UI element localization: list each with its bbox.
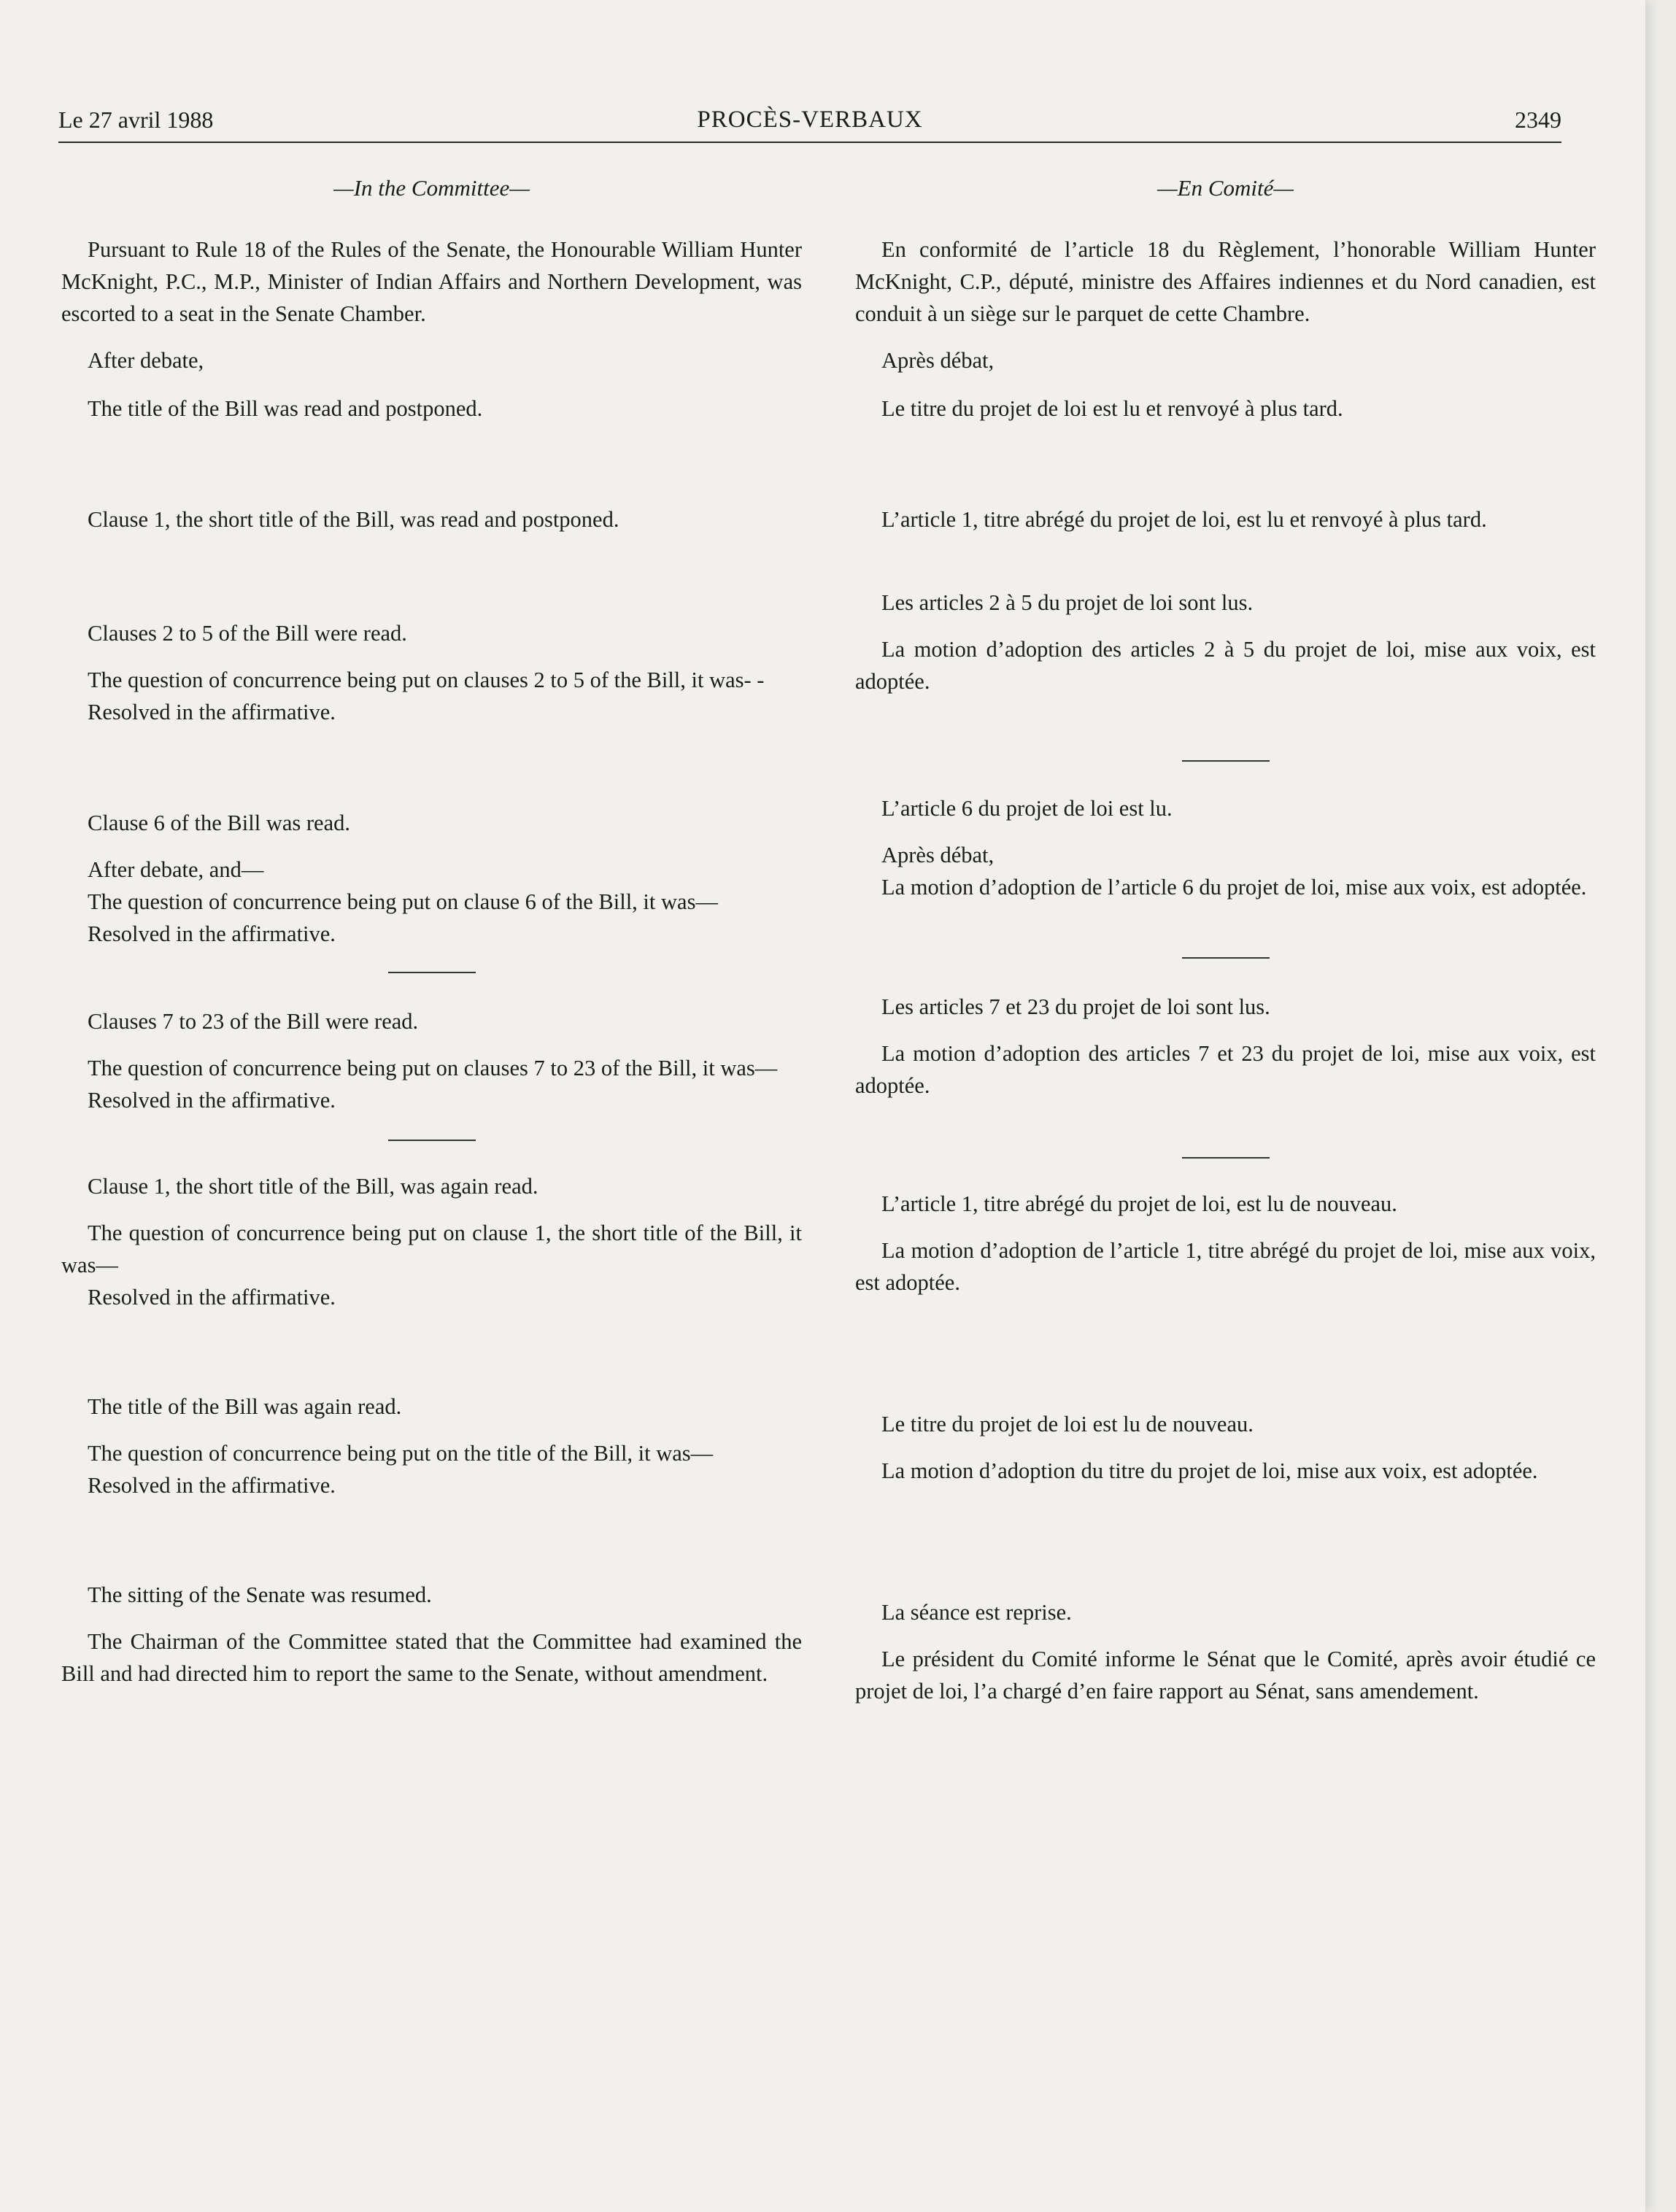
english-paragraph: The question of concurrence being put on clause 6 of the Bill, it was— [88,889,718,914]
french-paragraph: Le président du Comité informe le Sénat que le Comité, après avoir étudié ce projet de loi, l’a chargé d’en faire rapport au Sénat, sans amendement. [855,1647,1596,1704]
french-paragraph: La séance est reprise. [881,1600,1072,1625]
english-paragraph: After debate, and— [88,857,264,882]
french-paragraph: Les articles 2 à 5 du projet de loi sont lus. [881,590,1254,615]
english-heading: —In the Committee— [333,175,530,201]
french-paragraph: Le titre du projet de loi est lu et renvoyé à plus tard. [881,396,1343,421]
french-paragraph: La motion d’adoption du titre du projet de loi, mise aux voix, est adoptée. [881,1458,1538,1483]
french-paragraph: L’article 1, titre abrégé du projet de loi, est lu et renvoyé à plus tard. [881,507,1487,532]
french-column [855,174,1596,1707]
french-paragraph: La motion d’adoption des articles 2 à 5 du projet de loi, mise aux voix, est adoptée. [855,637,1596,694]
english-paragraph: Clause 1, the short title of the Bill, was read and postponed. [88,507,619,532]
english-resolved: Resolved in the affirmative. [88,921,336,946]
section-rule [388,972,476,973]
english-paragraph: Clauses 7 to 23 of the Bill were read. [88,1009,419,1034]
english-paragraph: Clause 1, the short title of the Bill, was again read. [88,1174,538,1199]
english-paragraph: The question of concurrence being put on clause 1, the short title of the Bill, it was— [61,1221,802,1277]
page-header [58,107,1561,143]
english-paragraph: The question of concurrence being put on the title of the Bill, it was— [88,1441,714,1466]
french-paragraph: La motion d’adoption de l’article 6 du projet de loi, mise aux voix, est adoptée. [881,875,1587,900]
english-column [61,174,802,1690]
french-paragraph: L’article 6 du projet de loi est lu. [881,796,1173,821]
french-paragraph: La motion d’adoption de l’article 1, titre abrégé du projet de loi, mise aux voix, est adoptée. [855,1238,1596,1295]
french-paragraph: En conformité de l’article 18 du Règlement, l’honorable William Hunter McKnight, C.P., député, ministre des Affaires indiennes et du Nord canadien, est conduit à un siège sur le parquet de cette Chambre. [855,237,1596,326]
english-resolved: Resolved in the affirmative. [88,1088,336,1113]
english-paragraph: Clauses 2 to 5 of the Bill were read. [88,621,407,646]
english-resolved: Resolved in the affirmative. [88,700,336,724]
english-paragraph: Pursuant to Rule 18 of the Rules of the Senate, the Honourable William Hunter McKnight, P.C., M.P., Minister of Indian Affairs and Northern Development, was escorted to a seat in the Senate Chamber. [61,237,802,326]
french-heading: —En Comité— [1157,175,1294,201]
page-number: 2349 [1515,107,1561,133]
section-rule [1182,760,1270,762]
section-rule [388,1140,476,1141]
header-title: PROCÈS-VERBAUX [697,107,923,133]
french-paragraph: L’article 1, titre abrégé du projet de loi, est lu de nouveau. [881,1191,1397,1216]
english-paragraph: The sitting of the Senate was resumed. [88,1582,432,1607]
english-resolved: Resolved in the affirmative. [88,1285,336,1310]
english-paragraph: The Chairman of the Committee stated that the Committee had examined the Bill and had directed him to report the same to the Senate, without amendment. [61,1629,802,1686]
french-paragraph: La motion d’adoption des articles 7 et 23 du projet de loi, mise aux voix, est adoptée. [855,1041,1596,1098]
english-paragraph: Clause 6 of the Bill was read. [88,811,350,835]
header-rule [58,142,1561,143]
english-resolved: Resolved in the affirmative. [88,1473,336,1498]
english-paragraph: After debate, [88,348,204,373]
english-paragraph: The title of the Bill was again read. [88,1394,402,1419]
french-paragraph: Après débat, [881,348,995,373]
english-paragraph: The title of the Bill was read and postponed. [88,396,483,421]
section-rule [1182,1157,1270,1159]
section-rule [1182,957,1270,959]
english-paragraph: The question of concurrence being put on clauses 7 to 23 of the Bill, it was— [88,1056,778,1080]
english-paragraph: The question of concurrence being put on clauses 2 to 5 of the Bill, it was- - [88,668,765,692]
french-paragraph: Les articles 7 et 23 du projet de loi sont lus. [881,994,1270,1019]
french-paragraph: Après débat, [881,843,995,867]
french-paragraph: Le titre du projet de loi est lu de nouveau. [881,1412,1254,1436]
header-date: Le 27 avril 1988 [58,107,214,133]
